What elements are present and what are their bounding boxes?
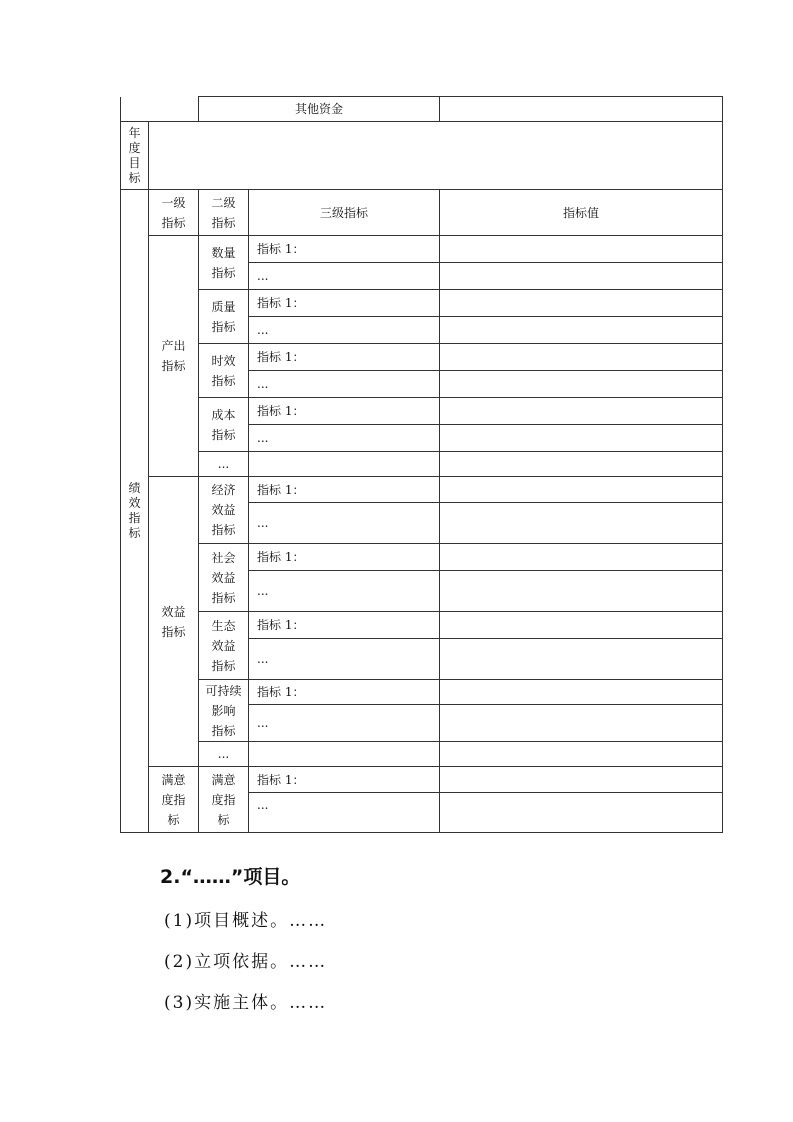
indicator-item: 指标 1：	[249, 544, 440, 571]
indicator-item: 指标 1：	[249, 344, 440, 371]
indicator-value	[440, 477, 723, 503]
indicator-value	[440, 371, 723, 398]
indicator-value	[440, 639, 723, 680]
social-benefit-label: 社会 效益 指标	[199, 544, 249, 612]
other-funds-value	[440, 97, 723, 122]
indicator-value	[440, 680, 723, 705]
indicator-value	[440, 793, 723, 833]
satisfaction-sub-label: 满意 度指 标	[199, 767, 249, 833]
benefit-more: ...	[199, 742, 249, 767]
indicator-value	[440, 263, 723, 290]
project-basis-item: (2)立项依据。……	[164, 952, 328, 972]
performance-indicator-label: 绩 效 指 标	[121, 190, 149, 833]
quality-indicator-label: 质量 指标	[199, 290, 249, 344]
indicator-item	[249, 742, 440, 767]
indicator-value	[440, 767, 723, 793]
cost-indicator-label: 成本 指标	[199, 398, 249, 452]
satisfaction-indicator-label: 满意 度指 标	[149, 767, 199, 833]
header-level1: 一级 指标	[149, 190, 199, 236]
timeliness-indicator-label: 时效 指标	[199, 344, 249, 398]
indicator-item: ...	[249, 263, 440, 290]
indicator-item: 指标 1：	[249, 290, 440, 317]
indicator-item	[249, 452, 440, 477]
header-level2: 二级 指标	[199, 190, 249, 236]
economic-benefit-label: 经济 效益 指标	[199, 477, 249, 544]
blank-cell	[121, 97, 199, 122]
header-level3: 三级指标	[249, 190, 440, 236]
indicator-value	[440, 742, 723, 767]
implementing-body-item: (3)实施主体。……	[164, 993, 328, 1013]
output-more: ...	[199, 452, 249, 477]
quantity-indicator-label: 数量 指标	[199, 236, 249, 290]
indicator-value	[440, 398, 723, 425]
indicator-item: 指标 1：	[249, 398, 440, 425]
indicator-value	[440, 571, 723, 612]
indicator-item: 指标 1：	[249, 767, 440, 793]
indicator-item: ...	[249, 317, 440, 344]
indicator-item: 指标 1：	[249, 680, 440, 705]
section-title: 2.“……”项目。	[160, 866, 301, 888]
annual-goal-label: 年 度 目 标	[121, 122, 149, 190]
indicator-item: 指标 1：	[249, 236, 440, 263]
indicator-value	[440, 290, 723, 317]
indicator-item: ...	[249, 371, 440, 398]
indicator-value	[440, 452, 723, 477]
ecological-benefit-label: 生态 效益 指标	[199, 612, 249, 680]
other-funds-label: 其他资金	[199, 97, 440, 122]
indicator-value	[440, 612, 723, 639]
benefit-indicator-label: 效益 指标	[149, 477, 199, 767]
indicator-item: 指标 1：	[249, 612, 440, 639]
indicator-value	[440, 317, 723, 344]
indicator-value	[440, 544, 723, 571]
output-indicator-label: 产出 指标	[149, 236, 199, 477]
indicator-item: 指标 1：	[249, 477, 440, 503]
indicator-value	[440, 425, 723, 452]
indicator-value	[440, 503, 723, 544]
indicator-item: ...	[249, 503, 440, 544]
indicator-value	[440, 236, 723, 263]
indicator-value	[440, 705, 723, 742]
project-overview-item: (1)项目概述。……	[164, 911, 328, 931]
annual-goal-value	[149, 122, 723, 190]
indicator-item: ...	[249, 425, 440, 452]
performance-table	[120, 96, 723, 833]
indicator-item: ...	[249, 705, 440, 742]
indicator-value	[440, 344, 723, 371]
indicator-item: ...	[249, 793, 440, 833]
indicator-item: ...	[249, 571, 440, 612]
indicator-item: ...	[249, 639, 440, 680]
header-value: 指标值	[440, 190, 723, 236]
sustainable-impact-label: 可持续 影响 指标	[199, 680, 249, 742]
